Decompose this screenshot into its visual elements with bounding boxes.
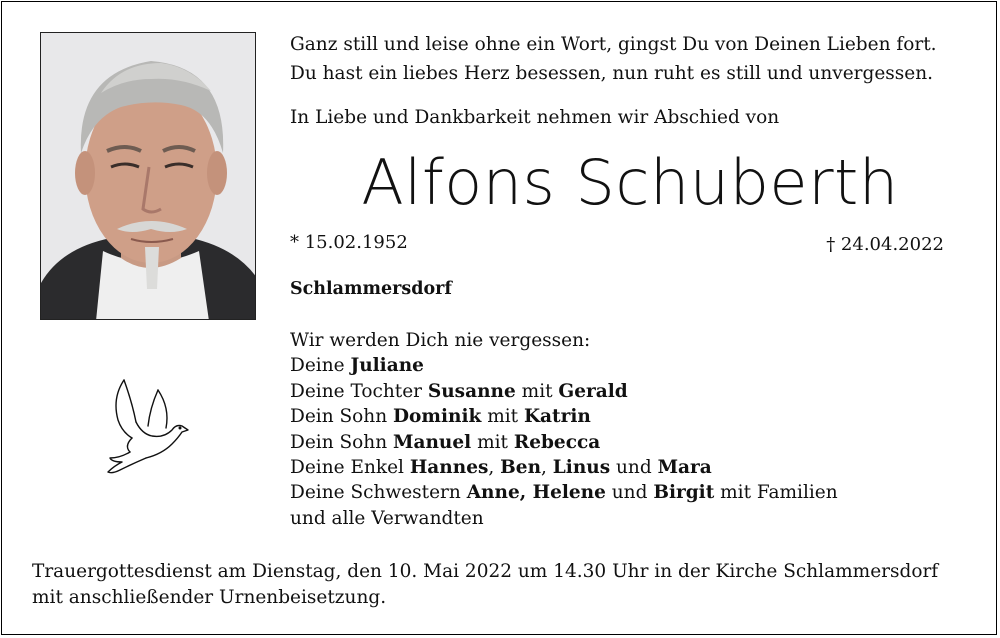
relation-text: Deine xyxy=(290,355,351,377)
family-name: Juliane xyxy=(350,355,424,377)
family-line xyxy=(290,430,838,455)
family-closing: und alle Verwandten xyxy=(290,507,484,529)
connector-text: und xyxy=(605,482,654,504)
family-line xyxy=(290,353,838,378)
family-line xyxy=(290,455,838,480)
connector-text: mit xyxy=(515,380,559,402)
verse xyxy=(290,30,990,88)
verse-line: Ganz still und leise ohne ein Wort, gingst Du von Deinen Lieben fort. xyxy=(290,34,937,55)
family-name: Katrin xyxy=(523,406,591,428)
family-name: Mara xyxy=(657,457,712,479)
relation-text: Deine Tochter xyxy=(290,380,428,402)
suffix-text: mit Familien xyxy=(714,482,838,504)
dove-icon xyxy=(106,378,192,478)
family-name: Hannes xyxy=(409,457,489,479)
family-name: Anne, Helene xyxy=(466,482,606,504)
service-line: mit anschließender Urnenbeisetzung. xyxy=(32,587,387,608)
family-name: Linus xyxy=(552,457,611,479)
family-name: Dominik xyxy=(393,406,482,428)
verse-line: Du hast ein liebes Herz besessen, nun ruht es still und unvergessen. xyxy=(290,63,934,84)
relation-text: Dein Sohn xyxy=(290,431,394,453)
relation-text: Dein Sohn xyxy=(290,406,394,428)
service-line: Trauergottesdienst am Dienstag, den 10. Mai 2022 um 14.30 Uhr in der Kirche Schlammersdorf xyxy=(32,561,939,582)
family-name: Ben xyxy=(500,457,542,479)
connector-text: , xyxy=(541,457,553,479)
family-name: Birgit xyxy=(653,482,715,504)
family-line xyxy=(290,404,838,429)
deceased-name: Alfons Schuberth xyxy=(361,146,899,219)
family-name: Manuel xyxy=(393,431,472,453)
birth-date: * 15.02.1952 xyxy=(290,232,408,253)
family-opening: Wir werden Dich nie vergessen: xyxy=(290,330,591,351)
intro-text: In Liebe und Dankbarkeit nehmen wir Abschied von xyxy=(290,107,780,128)
connector-text: mit xyxy=(471,431,514,453)
death-date: † 24.04.2022 xyxy=(826,234,944,255)
relation-text: Deine Enkel xyxy=(290,457,410,479)
family-name: Rebecca xyxy=(513,431,601,453)
family-name: Susanne xyxy=(427,380,516,402)
connector-text: und xyxy=(610,457,658,479)
hometown: Schlammersdorf xyxy=(290,279,452,299)
connector-text: mit xyxy=(481,406,524,428)
family-list xyxy=(290,328,838,531)
relation-text: Deine Schwestern xyxy=(290,482,467,504)
obituary-frame xyxy=(1,1,997,635)
family-name: Gerald xyxy=(558,380,628,402)
service-notice xyxy=(32,559,992,611)
family-line xyxy=(290,379,838,404)
family-line xyxy=(290,480,838,505)
connector-text: , xyxy=(488,457,501,479)
portrait-photo xyxy=(40,32,256,320)
